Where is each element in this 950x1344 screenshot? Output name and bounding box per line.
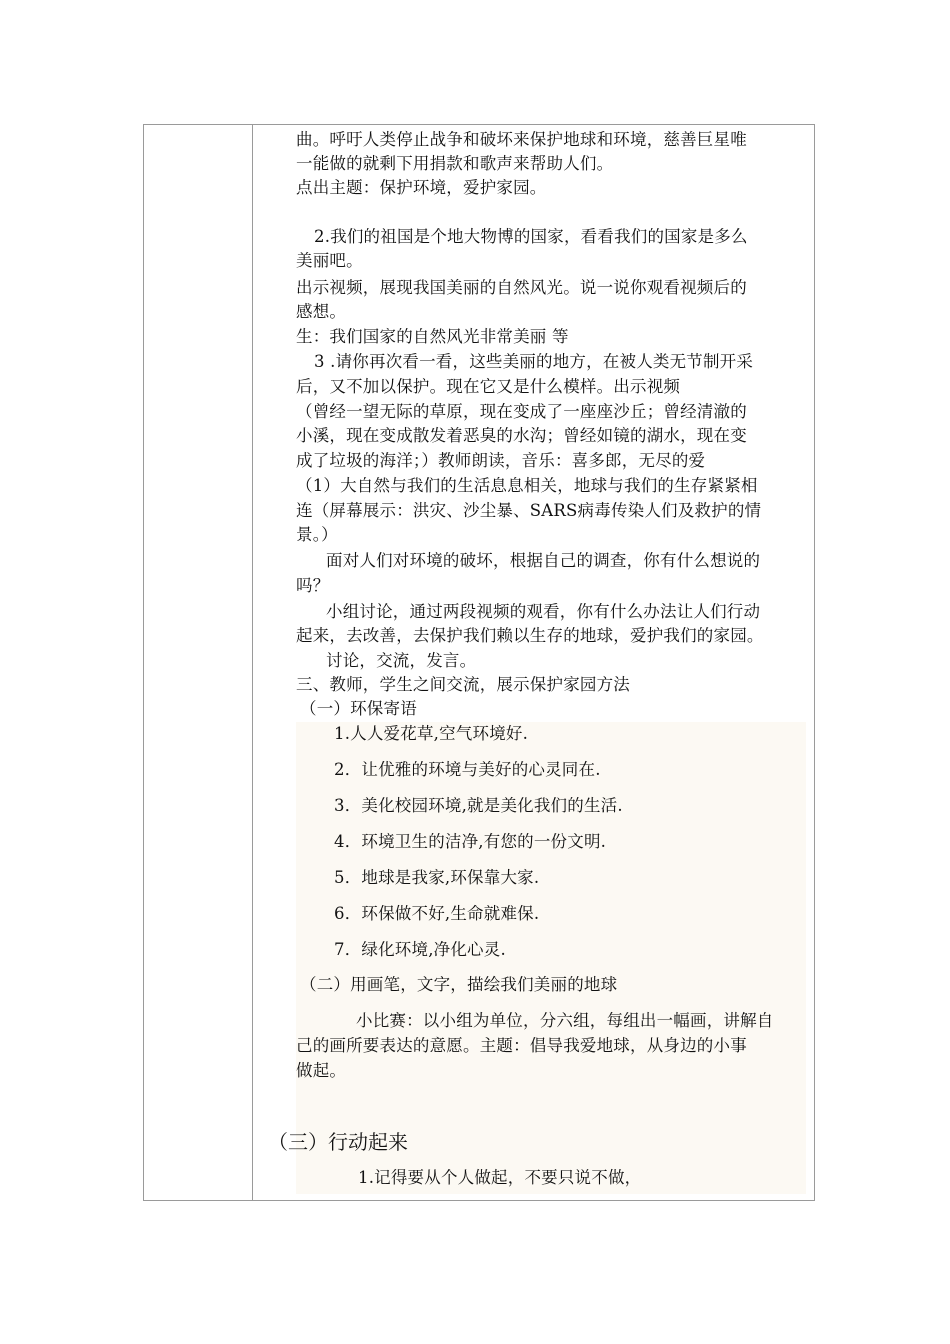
paragraph-line: 一能做的就剩下用捐款和歌声来帮助人们。 [296, 154, 614, 173]
paragraph-line: 连（屏幕展示：洪灾、沙尘暴、SARS病毒传染人们及救护的情 [296, 501, 762, 520]
paragraph-line: 生：我们国家的自然风光非常美丽 等 [296, 327, 569, 346]
paragraph-line: 点出主题：保护环境，爱护家园。 [296, 178, 547, 197]
paragraph-line: 小比赛：以小组为单位，分六组，每组出一幅画，讲解自 [356, 1011, 774, 1030]
section-heading: 三、教师，学生之间交流，展示保护家园方法 [296, 675, 630, 694]
slogan-item: 2．让优雅的环境与美好的心灵同在. [334, 760, 601, 779]
subsection-heading: （二）用画笔，文字，描绘我们美丽的地球 [300, 975, 618, 994]
slogan-item: 1.人人爱花草,空气环境好. [334, 724, 529, 743]
paragraph-line: 小溪，现在变成散发着恶臭的水沟；曾经如镜的湖水，现在变 [296, 426, 747, 445]
paragraph-line: 曲。呼吁人类停止战争和破坏来保护地球和环境，慈善巨星唯 [296, 130, 747, 149]
slogan-item: 4．环境卫生的洁净,有您的一份文明. [334, 832, 607, 851]
paragraph-line: 讨论，交流，发言。 [326, 651, 477, 670]
paragraph-line: （1）大自然与我们的生活息息相关，地球与我们的生存紧紧相 [296, 476, 758, 495]
paragraph-line: 后，又不加以保护。现在它又是什么模样。出示视频 [296, 377, 681, 396]
lesson-content [150, 124, 815, 1201]
paragraph-line: 小组讨论，通过两段视频的观看，你有什么办法让人们行动 [326, 602, 761, 621]
subsection-heading: （一）环保寄语 [300, 699, 417, 718]
slogan-item: 3．美化校园环境,就是美化我们的生活. [334, 796, 623, 815]
paragraph-line: 美丽吧。 [296, 251, 363, 270]
paragraph-line: 2.我们的祖国是个地大物博的国家，看看我们的国家是多么 [314, 227, 748, 246]
paragraph-line: 起来，去改善，去保护我们赖以生存的地球，爱护我们的家园。 [296, 626, 764, 645]
paragraph-line: 景。） [296, 525, 338, 544]
paragraph-line: （曾经一望无际的草原，现在变成了一座座沙丘；曾经清澈的 [296, 402, 747, 421]
slogan-item: 5．地球是我家,环保靠大家. [334, 868, 540, 887]
paragraph-line: 做起。 [296, 1061, 347, 1080]
paragraph-line: 1.记得要从个人做起，不要只说不做， [358, 1168, 642, 1187]
subsection-heading: （三）行动起来 [268, 1130, 408, 1154]
paragraph-line: 成了垃圾的海洋；）教师朗读，音乐：喜多郎，无尽的爱 [296, 451, 706, 470]
paragraph-line: 出示视频，展现我国美丽的自然风光。说一说你观看视频后的 [296, 278, 747, 297]
paragraph-line: 面对人们对环境的破坏，根据自己的调查，你有什么想说的 [326, 551, 761, 570]
slogan-item: 7．绿化环境,净化心灵. [334, 940, 506, 959]
paragraph-line: 己的画所要表达的意愿。主题：倡导我爱地球，从身边的小事 [296, 1036, 747, 1055]
paragraph-line: 感想。 [296, 302, 347, 321]
slogan-item: 6．环保做不好,生命就难保. [334, 904, 540, 923]
paragraph-line: 3 .请你再次看一看，这些美丽的地方，在被人类无节制开采 [314, 352, 754, 371]
paragraph-line: 吗？ [296, 576, 330, 595]
